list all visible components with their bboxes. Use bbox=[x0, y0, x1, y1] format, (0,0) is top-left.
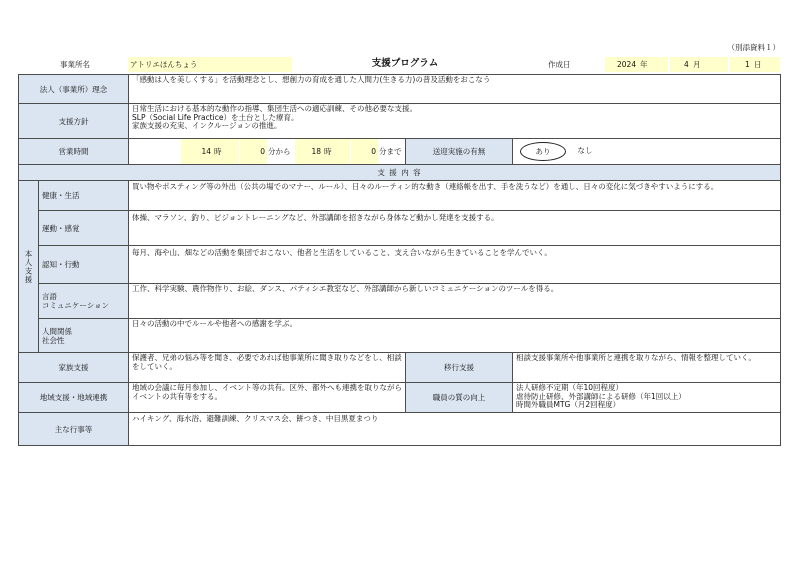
end-minute-unit: 分まで bbox=[379, 147, 402, 156]
date-label: 作成日 bbox=[548, 60, 571, 69]
philosophy-label: 法人（事業所）理念 bbox=[18, 74, 129, 104]
support-item-text-language: 工作、科学実験、農作物作り、お絵、ダンス、パティシエ教室など、外部講師から新しいコミュニケーションのツールを得る。 bbox=[128, 283, 781, 319]
transport-label: 送迎実施の有無 bbox=[405, 138, 513, 165]
philosophy-text: 「感動は人を美しくする」を活動理念とし、想創力の育成を通した人間力(生きる力)の普及活動をおこなう bbox=[128, 74, 781, 104]
start-hour: 14 bbox=[201, 147, 211, 156]
support-item-label-health bbox=[38, 180, 129, 211]
support-item-label-line: コミュニケーション bbox=[42, 301, 110, 310]
support-item-label-line: 運動・感覚 bbox=[42, 223, 80, 233]
events-text: ハイキング、海水浴、避難訓練、クリスマス会、餅つき、中目黒夏まつり bbox=[128, 412, 781, 446]
support-item-label-line: 社会性 bbox=[42, 335, 65, 345]
transport-option-no: なし bbox=[577, 146, 593, 155]
support-item-text-health: 買い物やポスティング等の外出（公共の場でのマナー、ルール）、日々のルーティン的な動き（連絡帳を出す、手を洗うなど）を通し、日々の変化に気づきやすいようにする。 bbox=[128, 180, 781, 211]
day-field bbox=[730, 57, 780, 72]
personal-support-label-text: 本人支援 bbox=[24, 249, 33, 284]
family-support-label: 家族支援 bbox=[18, 352, 129, 383]
policy-line: 家族支援の充実、インクルージョンの推進。 bbox=[132, 121, 282, 130]
staff-quality-label: 職員の質の向上 bbox=[405, 382, 513, 413]
support-item-label-line: 人間関係 bbox=[42, 326, 72, 336]
community-text: 地域の会議に毎月参加し、イベント等の共有。区外、都外へも連携を取りながらイベントの共有等をする。 bbox=[128, 382, 406, 413]
staff-quality-line: 法人研修不定期（年10回程度） bbox=[516, 383, 624, 392]
support-item-label-relations bbox=[38, 318, 129, 353]
transport-option-yes: あり bbox=[520, 142, 566, 161]
community-label: 地域支援・地域連携 bbox=[18, 382, 129, 413]
year-field bbox=[605, 57, 668, 72]
end-minute: 0 bbox=[371, 147, 376, 156]
day-unit: 日 bbox=[754, 60, 762, 69]
policy-label: 支援方針 bbox=[18, 103, 129, 139]
attachment-note: （別添資料１） bbox=[727, 43, 780, 52]
start-minute-unit: 分から bbox=[268, 147, 291, 156]
year-value: 2024 bbox=[617, 60, 637, 69]
month-unit: 月 bbox=[693, 60, 701, 69]
staff-quality-line: 時間外職員MTG（月2回程度） bbox=[516, 400, 621, 409]
year-unit: 年 bbox=[640, 60, 648, 69]
page-title: 支援プログラム bbox=[371, 58, 439, 69]
support-item-text-motor: 体操、マラソン、釣り、ビジョントレーニングなど、外部講師を招きながら身体など動かし発達を支援する。 bbox=[128, 210, 781, 246]
support-item-label-motor bbox=[38, 210, 129, 246]
transition-support-label: 移行支援 bbox=[405, 352, 513, 383]
day-value: 1 bbox=[745, 60, 750, 69]
staff-quality-line: 虐待防止研修、外部講師による研修（年1回以上） bbox=[516, 391, 686, 401]
start-hour-unit: 時 bbox=[214, 147, 222, 156]
support-item-label-cognition bbox=[38, 245, 129, 284]
support-item-label-line: 言語 bbox=[42, 292, 57, 301]
support-item-text-cognition: 毎月、海や山、畑などの活動を集団でおこない、他者と生活をしていること、支え合いながら生きていることを学んでいく。 bbox=[128, 245, 781, 284]
end-hour: 18 bbox=[311, 147, 321, 156]
support-item-label-line: 健康・生活 bbox=[42, 191, 80, 200]
support-item-label-line: 認知・行動 bbox=[42, 260, 80, 269]
end-hour-unit: 時 bbox=[324, 147, 332, 156]
office-label: 事業所名 bbox=[60, 60, 90, 69]
start-minute: 0 bbox=[260, 147, 265, 156]
hours-label: 営業時間 bbox=[18, 138, 129, 165]
transition-support-text: 相談支援事業所や他事業所と連携を取りながら、情報を整理していく。 bbox=[512, 352, 781, 383]
month-value: 4 bbox=[684, 60, 689, 69]
events-label: 主な行事等 bbox=[18, 412, 129, 446]
policy-line: SLP（Social Life Practice）を土台とした療育。 bbox=[132, 112, 299, 122]
support-item-text-relations: 日々の活動の中でルールや他者への感謝を学ぶ。 bbox=[128, 318, 781, 353]
support-content-header: 支 援 内 容 bbox=[18, 164, 781, 181]
policy-line: 日常生活における基本的な動作の指導、集団生活への適応訓練、その他必要な支援。 bbox=[132, 104, 417, 113]
personal-support-label bbox=[18, 180, 39, 353]
month-field bbox=[670, 57, 728, 72]
office-name: アトリエほんちょう bbox=[130, 60, 198, 69]
staff-quality-content bbox=[512, 382, 781, 413]
office-name-field bbox=[128, 57, 292, 72]
support-item-label-language bbox=[38, 283, 129, 319]
policy-content bbox=[128, 103, 781, 139]
family-support-text: 保護者、兄弟の悩み等を聞き、必要であれば他事業所に聞き取りなどをし、相談をしていく。 bbox=[128, 352, 406, 383]
